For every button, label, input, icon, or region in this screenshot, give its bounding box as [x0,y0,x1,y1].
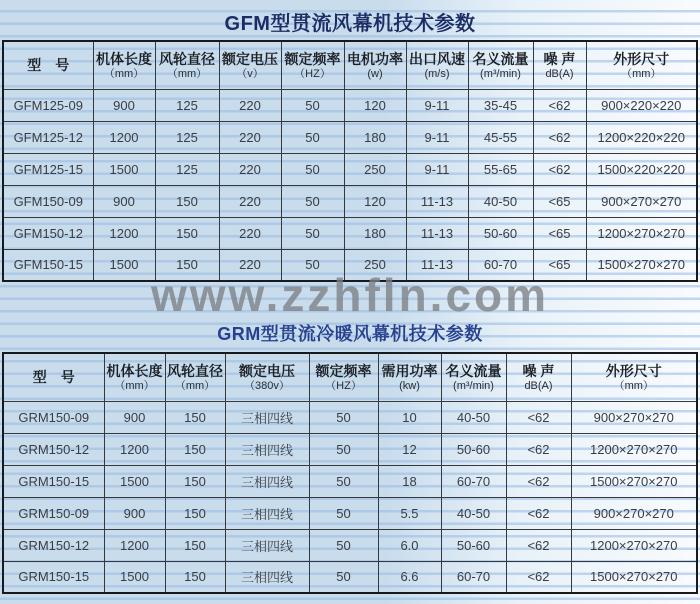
column-header: 机体长度 （mm） [93,41,155,89]
value-cell: 1200 [104,433,165,465]
value-cell: 900 [104,401,165,433]
value-cell: 50 [281,121,344,153]
value-cell: <62 [533,89,586,121]
value-cell: 180 [344,217,406,249]
column-header: 需用功率 (kw) [378,353,441,401]
model-cell: GRM150-15 [3,561,104,593]
column-header: 风轮直径 （mm） [165,353,225,401]
value-cell: 1200×270×270 [571,529,697,561]
table-row [3,529,697,561]
value-cell: 220 [219,185,281,217]
value-cell: 900 [104,497,165,529]
column-header: 外形尺寸 （mm） [586,41,697,89]
value-cell: 250 [344,249,406,281]
model-cell: GFM150-12 [3,217,93,249]
table-row [3,89,697,121]
value-cell: 220 [219,121,281,153]
value-cell: 1500 [93,153,155,185]
model-cell: GRM150-15 [3,465,104,497]
model-cell: GRM150-09 [3,497,104,529]
value-cell: 50 [281,153,344,185]
value-cell: 180 [344,121,406,153]
value-cell: <62 [506,529,571,561]
value-cell: 55-65 [468,153,533,185]
column-header: 外形尺寸 （mm） [571,353,697,401]
value-cell: 50 [309,465,378,497]
value-cell: 220 [219,153,281,185]
value-cell: 120 [344,89,406,121]
value-cell: 1500×270×270 [571,465,697,497]
value-cell: 900×270×270 [571,401,697,433]
value-cell: 9-11 [406,153,468,185]
value-cell: <62 [506,433,571,465]
value-cell: 三相四线 [225,561,309,593]
value-cell: 50-60 [441,433,506,465]
value-cell: 50 [281,249,344,281]
value-cell: 50-60 [468,217,533,249]
value-cell: 50 [309,401,378,433]
model-cell: GFM125-15 [3,153,93,185]
value-cell: 150 [155,249,219,281]
value-cell: 1200×220×220 [586,121,697,153]
value-cell: 11-13 [406,249,468,281]
value-cell: 三相四线 [225,497,309,529]
value-cell: 40-50 [441,497,506,529]
value-cell: 1500×270×270 [571,561,697,593]
value-cell: 150 [165,433,225,465]
column-header: 机体长度 （mm） [104,353,165,401]
value-cell: 50 [309,497,378,529]
value-cell: <62 [506,497,571,529]
gfm-spec-table [2,40,698,282]
table-row [3,217,697,249]
value-cell: 150 [165,401,225,433]
value-cell: 220 [219,89,281,121]
value-cell: <65 [533,185,586,217]
model-cell: GRM150-12 [3,529,104,561]
column-header: 风轮直径 （mm） [155,41,219,89]
value-cell: 50 [309,561,378,593]
column-header: 额定频率 （HZ） [281,41,344,89]
column-header: 型 号 [3,353,104,401]
value-cell: 三相四线 [225,465,309,497]
model-cell: GFM150-09 [3,185,93,217]
value-cell: 150 [165,497,225,529]
model-cell: GFM125-09 [3,89,93,121]
value-cell: 1500×270×270 [586,249,697,281]
value-cell: 150 [165,529,225,561]
value-cell: <65 [533,249,586,281]
column-header: 噪 声 dB(A) [506,353,571,401]
value-cell: 900×270×270 [586,185,697,217]
value-cell: 250 [344,153,406,185]
value-cell: <62 [506,465,571,497]
value-cell: 50 [281,185,344,217]
value-cell: 5.5 [378,497,441,529]
value-cell: 220 [219,217,281,249]
model-cell: GRM150-09 [3,401,104,433]
column-header: 额定频率 （HZ） [309,353,378,401]
value-cell: 1200×270×270 [571,433,697,465]
table-row [3,401,697,433]
value-cell: 三相四线 [225,433,309,465]
value-cell: 9-11 [406,121,468,153]
value-cell: 三相四线 [225,529,309,561]
grm-spec-table [2,352,698,594]
table-row [3,465,697,497]
value-cell: 6.0 [378,529,441,561]
column-header: 出口风速 (m/s) [406,41,468,89]
value-cell: <62 [506,561,571,593]
column-header: 名义流量 (m³/min) [468,41,533,89]
value-cell: 900×220×220 [586,89,697,121]
value-cell: 三相四线 [225,401,309,433]
value-cell: 40-50 [468,185,533,217]
value-cell: 35-45 [468,89,533,121]
value-cell: 45-55 [468,121,533,153]
model-cell: GFM125-12 [3,121,93,153]
value-cell: 125 [155,121,219,153]
value-cell: <62 [533,121,586,153]
value-cell: 12 [378,433,441,465]
gfm-table-title: GFM型贯流风幕机技术参数 [224,13,476,35]
value-cell: 1500 [104,465,165,497]
value-cell: 50-60 [441,529,506,561]
table-row [3,153,697,185]
column-header: 电机功率 (w) [344,41,406,89]
value-cell: <62 [506,401,571,433]
grm-table-title: GRM型贯流冷暖风幕机技术参数 [217,324,483,344]
value-cell: 1500×220×220 [586,153,697,185]
value-cell: 60-70 [468,249,533,281]
value-cell: 9-11 [406,89,468,121]
value-cell: 60-70 [441,561,506,593]
value-cell: 150 [165,561,225,593]
value-cell: 120 [344,185,406,217]
table-row [3,185,697,217]
value-cell: <62 [533,153,586,185]
value-cell: <65 [533,217,586,249]
value-cell: 11-13 [406,185,468,217]
table-row [3,497,697,529]
table-row [3,433,697,465]
model-cell: GRM150-12 [3,433,104,465]
column-header: 额定电压 （v） [219,41,281,89]
value-cell: 60-70 [441,465,506,497]
value-cell: 11-13 [406,217,468,249]
value-cell: 1200 [104,529,165,561]
value-cell: 1500 [93,249,155,281]
value-cell: 50 [281,89,344,121]
value-cell: 1200 [93,217,155,249]
value-cell: 18 [378,465,441,497]
value-cell: 125 [155,89,219,121]
value-cell: 125 [155,153,219,185]
value-cell: 150 [165,465,225,497]
value-cell: 900 [93,89,155,121]
value-cell: 10 [378,401,441,433]
column-header: 名义流量 (m³/min) [441,353,506,401]
model-cell: GFM150-15 [3,249,93,281]
value-cell: 1500 [104,561,165,593]
value-cell: 150 [155,217,219,249]
gfm-header-row [3,41,697,89]
column-header: 噪 声 dB(A) [533,41,586,89]
value-cell: 50 [281,217,344,249]
value-cell: 50 [309,433,378,465]
value-cell: 150 [155,185,219,217]
value-cell: 1200×270×270 [586,217,697,249]
value-cell: 6.6 [378,561,441,593]
table-row [3,561,697,593]
value-cell: 50 [309,529,378,561]
value-cell: 1200 [93,121,155,153]
table-row [3,121,697,153]
value-cell: 900×270×270 [571,497,697,529]
column-header: 型 号 [3,41,93,89]
watermark-text: www.zzhfln.com [150,269,550,321]
grm-header-row [3,353,697,401]
value-cell: 40-50 [441,401,506,433]
value-cell: 220 [219,249,281,281]
value-cell: 900 [93,185,155,217]
column-header: 额定电压 （380v） [225,353,309,401]
